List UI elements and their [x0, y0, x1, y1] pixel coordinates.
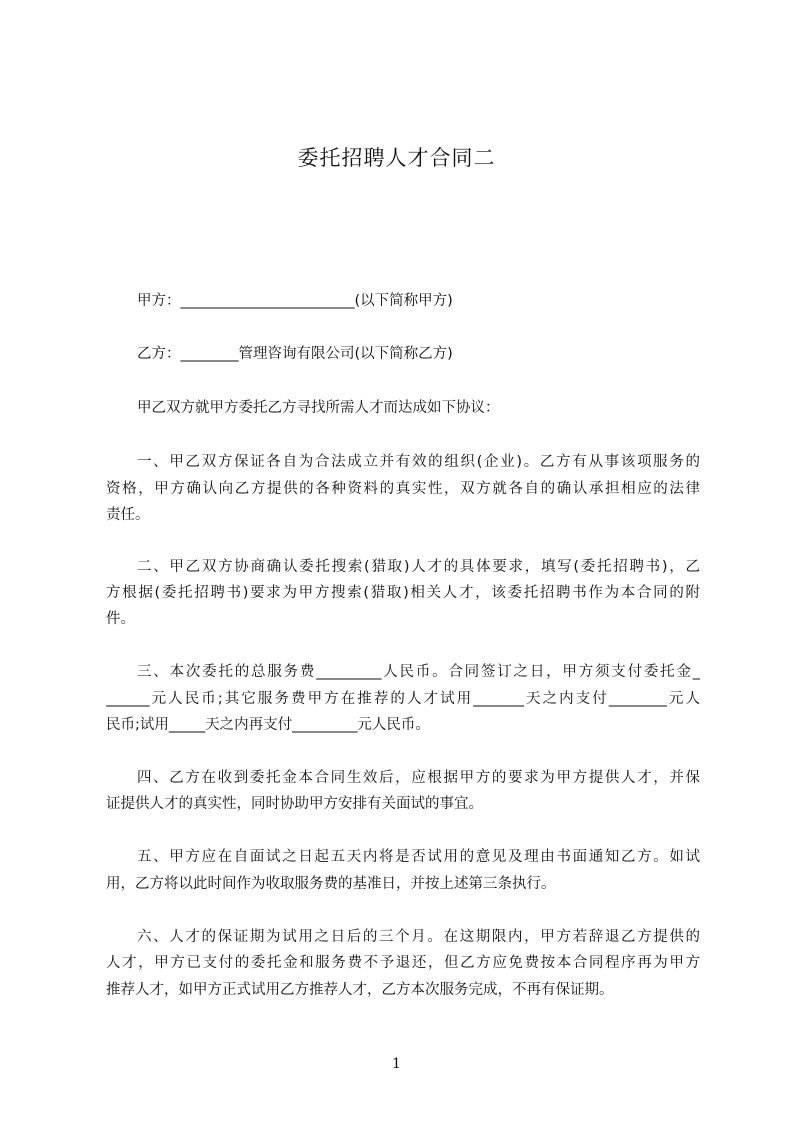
clause-1-line-2: 资格，甲方确认向乙方提供的各种资料的真实性，双方就各自的确认承担相应的法律	[106, 481, 700, 497]
clause-5-line-2: 用，乙方将以此时间作为收取服务费的基准日，并按上述第三条执行。	[106, 876, 556, 892]
page-number: 1	[392, 1056, 401, 1072]
clause-4-line-1: 四、乙方在收到委托金本合同生效后，应根据甲方的要求为甲方提供人才，并保	[137, 770, 700, 786]
clause-1-line-1: 一、甲乙双方保证各自为合法成立并有效的组织(企业)。乙方有从事该项服务的	[137, 454, 700, 470]
clause-6-line-1: 六、人才的保证期为试用之日后的三个月。在这期限内，甲方若辞退乙方提供的	[137, 929, 700, 945]
clause-3-line-1: 三、本次委托的总服务费_________人民币。合同签订之日，甲方须支付委托金_	[137, 664, 700, 680]
clause-3-line-3: 民币;试用_____天之内再支付_________元人民币。	[106, 717, 430, 733]
clause-4-line-2: 证提供人才的真实性，同时协助甲方安排有关面试的事宜。	[106, 796, 483, 812]
clause-2-line-1: 二、甲乙双方协商确认委托搜索(猎取)人才的具体要求，填写(委托招聘书)，乙	[137, 559, 700, 575]
document-title: 委托招聘人才合同二	[297, 146, 496, 170]
clause-6-line-3: 推荐人才，如甲方正式试用乙方推荐人才，乙方本次服务完成，不再有保证期。	[106, 982, 614, 998]
intro-paragraph: 甲乙双方就甲方委托乙方寻找所需人才而达成如下协议：	[137, 400, 500, 416]
party-b-line: 乙方：________管理咨询有限公司(以下简称乙方)	[137, 346, 453, 362]
clause-1-line-3: 责任。	[106, 507, 150, 523]
clause-2-line-2: 方根据(委托招聘书)要求为甲方搜索(猎取)相关人才，该委托招聘书作为本合同的附	[106, 585, 700, 601]
clause-2-line-3: 件。	[106, 611, 135, 627]
party-a-line: 甲方：________________________(以下简称甲方)	[137, 293, 453, 309]
clause-3-line-2: ______元人民币;其它服务费甲方在推荐的人才试用_______天之内支付________元人	[106, 691, 700, 707]
clause-5-line-1: 五、甲方应在自面试之日起五天内将是否试用的意见及理由书面通知乙方。如试	[137, 849, 700, 865]
clause-6-line-2: 人才，甲方已支付的委托金和服务费不予退还，但乙方应免费按本合同程序再为甲方	[106, 955, 700, 971]
